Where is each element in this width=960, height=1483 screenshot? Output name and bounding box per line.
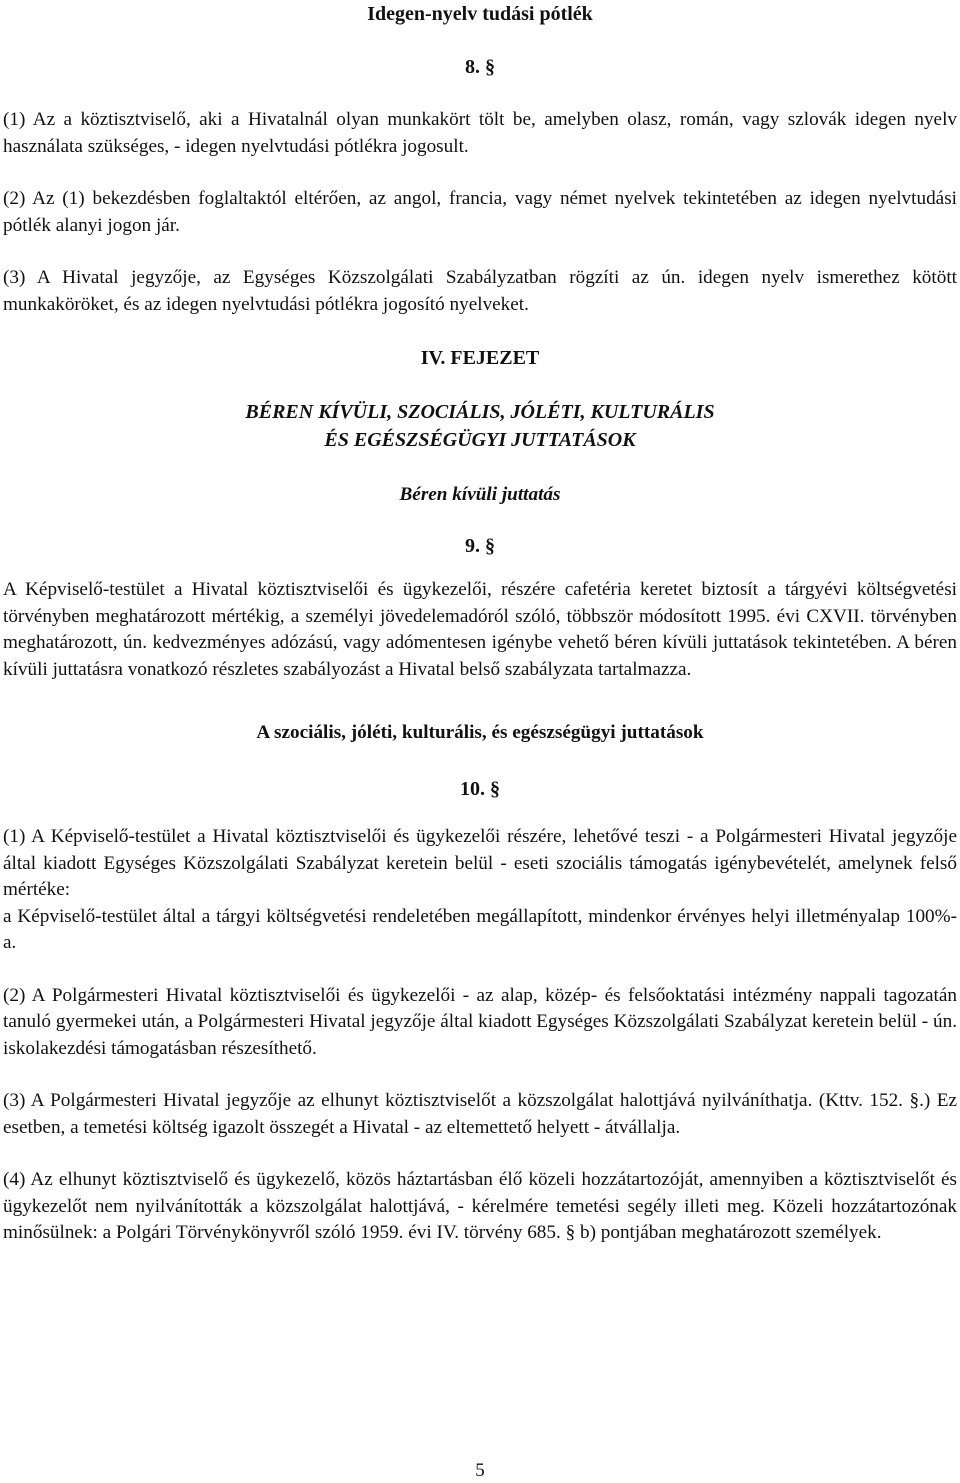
section-8-paragraph-3: (3) A Hivatal jegyzője, az Egységes Közszolgálati Szabályzatban rögzíti az ún. idegen nyelv ismerethez kötött munkaköröket, és az idegen nyelvtudási pótlékra jogosító nyelveket.	[3, 267, 957, 315]
chapter-label: IV. FEJEZET	[420, 347, 540, 369]
section-8-paragraph-1: (1) Az a köztisztviselő, aki a Hivatalnál olyan munkakört tölt be, amelyben olasz, román, vagy szlovák idegen nyelv használata szükséges, - idegen nyelvtudási pótlékra jogosult.	[3, 109, 957, 157]
chapter-title-line-1: BÉREN KÍVÜLI, SZOCIÁLIS, JÓLÉTI, KULTURÁLIS	[245, 401, 715, 423]
section-8-paragraph-2: (2) Az (1) bekezdésben foglaltaktól eltérően, az angol, francia, vagy német nyelvek tekintetében az idegen nyelvtudási pótlék alanyi jogon jár.	[3, 188, 957, 236]
subsection-title-beren-kivuli: Béren kívüli juttatás	[399, 484, 561, 505]
section-10-paragraph-1b: a Képviselő-testület által a tárgyi költségvetési rendeletében megállapított, mindenkor érvényes helyi illetményalap 100%-a.	[3, 905, 957, 953]
section-9-number: 9. §	[465, 535, 495, 557]
section-10-number: 10. §	[460, 778, 500, 800]
section-10-paragraph-3: (3) A Polgármesteri Hivatal jegyzője az elhunyt köztisztviselőt a közszolgálat halottjává nyilváníthatja. (Kttv. 152. §.) Ez esetben, a temetési költség igazolt összegét a Hivatal - az eltemettető helyett - átvállalja.	[3, 1090, 957, 1138]
document-page	[3, 0, 957, 1247]
section-8-number: 8. §	[465, 56, 495, 78]
section-9-paragraph-1: A Képviselő-testület a Hivatal köztisztviselői és ügykezelői, részére cafetéria keretet biztosít a tárgyévi költségvetési törvényben meghatározott mértékig, a személyi jövedelemadóról szóló, többször módosított 1995. évi CXVII. törvényben meghatározott, ún. kedvezményes adózású, vagy adómentesen igénybe vehető béren kívüli juttatások tekintetében. A béren kívüli juttatásra vonatkozó részletes szabályozást a Hivatal belső szabályzata tartalmazza.	[3, 579, 957, 680]
subsection-title-szocialis: A szociális, jóléti, kulturális, és egészségügyi juttatások	[256, 722, 704, 743]
page-number: 5	[475, 1460, 485, 1481]
section-10-paragraph-1a: (1) A Képviselő-testület a Hivatal köztisztviselői és ügykezelői részére, lehetővé teszi - a Polgármesteri Hivatal jegyzője által kiadott Egységes Közszolgálati Szabályzat keretein belül - eseti szociális támogatás igénybevételét, amelynek felső mértéke:	[3, 826, 957, 900]
section-10-paragraph-2: (2) A Polgármesteri Hivatal köztisztviselői és ügykezelői - az alap, közép- és felsőoktatási intézmény nappali tagozatán tanuló gyermekei után, a Polgármesteri Hivatal jegyzője által kiadott Egységes Közszolgálati Szabályzat keretein belül - ún. iskolakezdési támogatásban részesíthető.	[3, 984, 957, 1059]
section-10-paragraph-4: (4) Az elhunyt köztisztviselő és ügykezelő, közös háztartásban élő közeli hozzátartozóját, amennyiben a köztisztviselőt és ügykezelőt nem nyilvánították a közszolgálat halottjává, - kérelmére temetési segély illeti meg. Közeli hozzátartozónak minősülnek: a Polgári Törvénykönyvről szóló 1959. évi IV. törvény 685. § b) pontjában meghatározott személyek.	[3, 1169, 957, 1243]
section-title: Idegen-nyelv tudási pótlék	[367, 3, 593, 25]
chapter-title-line-2: ÉS EGÉSZSÉGÜGYI JUTTATÁSOK	[324, 429, 636, 451]
chapter-title	[3, 398, 957, 454]
